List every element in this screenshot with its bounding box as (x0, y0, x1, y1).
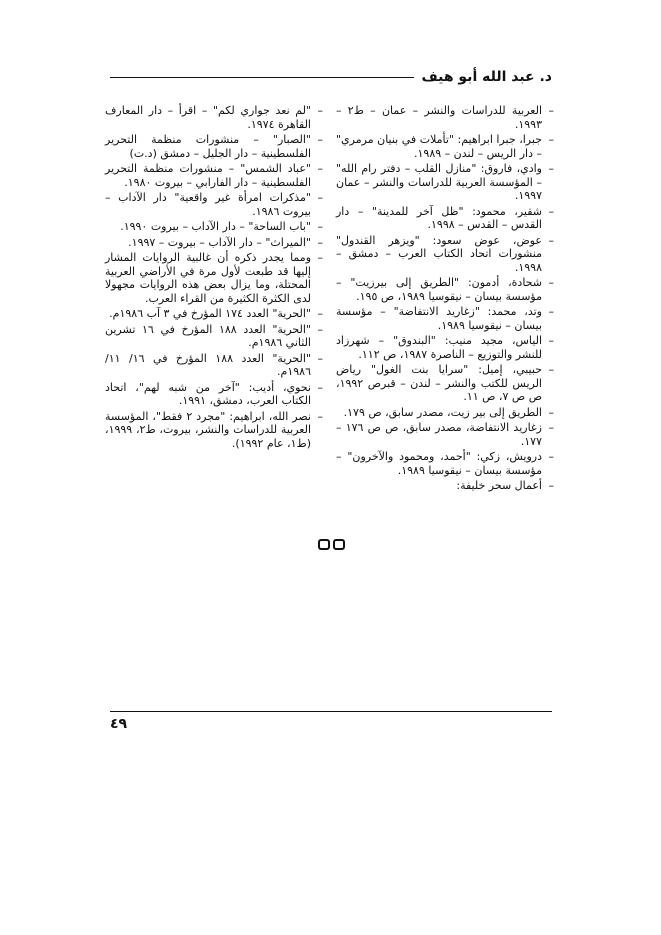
reference-entry: – نحوي، أديب: "آخر من شبه لهم"، اتحاد الكتاب العرب، دمشق، ١٩٩١. (105, 381, 323, 408)
reference-entry: – زغاريد الانتفاضة، مصدر سابق، ص ص ١٧٦ – ١٧٧. (336, 421, 554, 448)
running-head-author: د. عبد الله أبو هيف (421, 69, 552, 85)
reference-entry: – وتد، محمد: "زغاريد الانتفاضة" – مؤسسة بيسان – نيقوسيا ١٩٨٩. (336, 305, 554, 332)
page-number: ٤٩ (110, 716, 128, 732)
reference-entry: – شحادة، أدمون: "الطريق إلى بيرزيت" – مؤسسة بيسان – نيقوسيا ١٩٨٩، ص ١٩٥. (336, 276, 554, 303)
reference-entry: – جبرا، جبرا ابراهيم: "تأملات في بنيان مرمري" – دار الريس – لندن – ١٩٨٩. (336, 133, 554, 160)
reference-entry: – وادي، فاروق: "منازل القلب – دفتر رام الله" – المؤسسة العربية للدراسات والنشر – عمان ١٩٩٧. (336, 162, 554, 203)
reference-entry: – العربية للدراسات والنشر – عمان – ط٢ – ١٩٩٣. (336, 104, 554, 131)
reference-entry: – "الصبار" – منشورات منظمة التحرير الفلسطينية – دار الجليل – دمشق (د.ت) (105, 133, 323, 160)
ornament-square-icon (333, 539, 345, 550)
reference-entry: – نصر الله، ابراهيم: "مجرد ٢ فقط"، المؤسسة العربية للدراسات والنشر، بيروت، ط٢، ١٩٩٩، (ط١، عام ١٩٩٢). (105, 410, 323, 451)
reference-entry: – "الحرية" العدد ١٨٨ المؤرخ في ١٦ تشرين الثاني ١٩٨٦م. (105, 323, 323, 350)
reference-entry: – درويش، زكي: "أحمد، ومحمود والآخرون" – مؤسسة بيسان – نيقوسيا ١٩٨٩. (336, 450, 554, 477)
reference-entry: – "عباد الشمس" – منشورات منظمة التحرير الفلسطينية – دار الفارابي – بيروت ١٩٨٠. (105, 162, 323, 189)
reference-entry: – الطريق إلى بير زيت، مصدر سابق، ص ١٧٩. (336, 406, 554, 420)
reference-entry: – "الحرية" العدد ١٨٨ المؤرخ في ١٦/ ١١/ ١٩٨٦م. (105, 352, 323, 379)
footer-rule (110, 711, 552, 712)
reference-entry: – ومما يجدر ذكره أن غالبية الروايات المشار إليها قد طبعت لأول مرة في الأراضي العربية المحتلة، وما يزال بعض هذه الروايات مجهولا لدى الكثرة الكثيرة من القراء العرب. (105, 251, 323, 305)
page-header (110, 66, 552, 88)
reference-entry: – شقير، محمود: "ظل آخر للمدينة" – دار القدس – القدس – ١٩٩٨. (336, 205, 554, 232)
reference-entry: – "الميراث" – دار الآداب – بيروت – ١٩٩٧. (105, 236, 323, 250)
reference-entry: – الياس، مجيد منيب: "البندوق" – شهرزاد للنشر والتوزيع – الناصرة ١٩٨٧، ص ١١٢. (336, 334, 554, 361)
header-rule (110, 77, 414, 78)
reference-entry: – "مذكرات امرأة غير واقعية" دار الآداب – بيروت ١٩٨٦. (105, 191, 323, 218)
reference-entry: – "باب الساحة" – دار الآداب – بيروت ١٩٩٠. (105, 220, 323, 234)
reference-entry: – حبيبي، إميل: "سرايا بنت الغول" رياض الريس للكتب والنشر – لندن – قبرص ١٩٩٢، ص ص ٧، ص ١١. (336, 363, 554, 404)
reference-entry: – "لم نعد جواري لكم" – اقرأ – دار المعارف القاهرة ١٩٧٤. (105, 104, 323, 131)
reference-entry: – عوض، عوض سعود: "ويزهر القندول" منشورات اتحاد الكتاب العرب – دمشق – ١٩٩٨. (336, 234, 554, 275)
reference-entry: – أعمال سحر خليفة: (336, 479, 554, 493)
reference-entry: – "الحرية" العدد ١٧٤ المؤرخ في ٣ آب ١٩٨٦م. (105, 307, 323, 321)
notes-column-left (105, 104, 323, 452)
ornament-square-icon (318, 539, 330, 550)
section-end-ornament (313, 536, 349, 552)
notes-column-right (336, 104, 554, 495)
